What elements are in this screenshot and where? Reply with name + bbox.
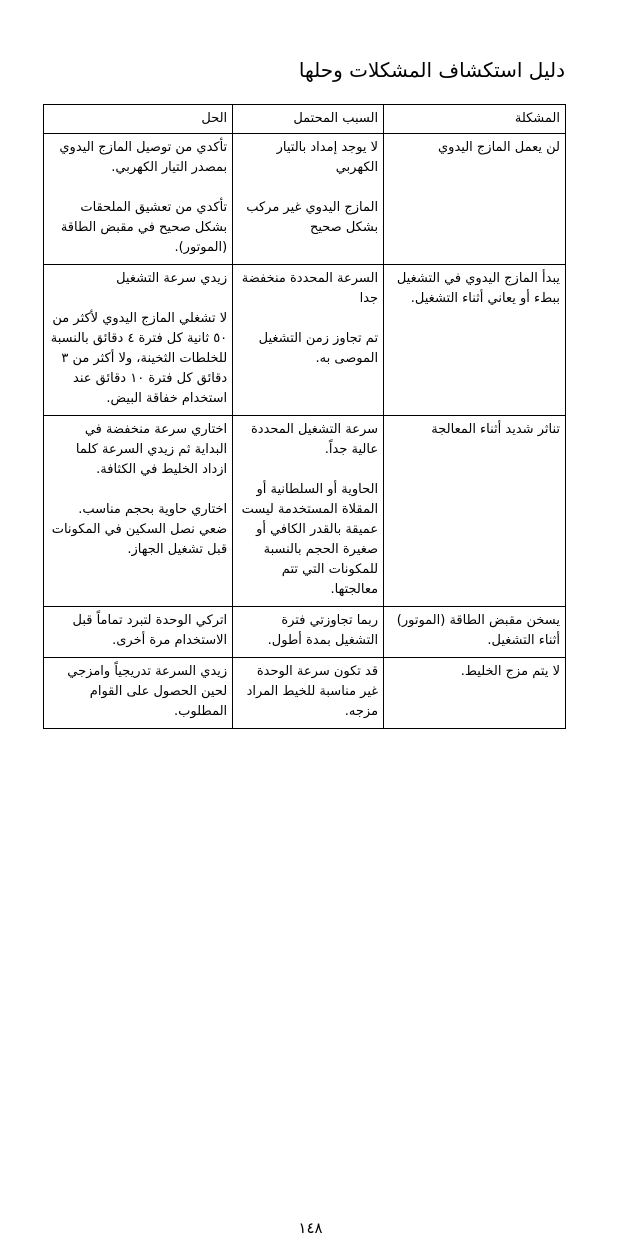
solution-text: تأكدي من توصيل المازج اليدوي بمصدر التيار الكهربي. bbox=[59, 140, 228, 175]
problem-text: لن يعمل المازج اليدوي bbox=[438, 140, 560, 155]
table-row bbox=[44, 134, 566, 265]
page-title: دليل استكشاف المشكلات وحلها bbox=[298, 58, 565, 82]
cause-text: الحاوية أو السلطانية أو المقلاة المستخدمة ليست عميقة بالقدر الكافي أو صغيرة الحجم بالنسبة للمكونات التي تتم معالجتها. bbox=[241, 482, 379, 597]
problem-cell bbox=[384, 416, 566, 607]
table-row bbox=[44, 416, 566, 607]
problem-text: تناثر شديد أثناء المعالجة bbox=[431, 422, 560, 437]
table-row bbox=[44, 265, 566, 416]
solution-text: اتركي الوحدة لتبرد تماماً قبل الاستخدام مرة أخرى. bbox=[72, 613, 228, 648]
problem-cell bbox=[384, 607, 566, 658]
troubleshooting-table bbox=[43, 104, 566, 729]
solution-text: زيدي سرعة التشغيل bbox=[116, 271, 228, 286]
cause-text: المازج اليدوي غير مركب بشكل صحيح bbox=[246, 200, 379, 235]
cause-text: قد تكون سرعة الوحدة غير مناسبة للخيط المراد مزجه. bbox=[246, 664, 379, 719]
solution-cell bbox=[44, 607, 233, 658]
cause-text: السرعة المحددة منخفضة جدا bbox=[241, 271, 379, 306]
table-row bbox=[44, 607, 566, 658]
solution-cell bbox=[44, 416, 233, 607]
header-problem: المشكلة bbox=[384, 105, 566, 134]
problem-text: لا يتم مزج الخليط. bbox=[460, 664, 560, 679]
cause-text: تم تجاوز زمن التشغيل الموصى به. bbox=[258, 331, 379, 366]
header-cause: السبب المحتمل bbox=[233, 105, 384, 134]
problem-cell bbox=[384, 658, 566, 729]
solution-text: اختاري حاوية بحجم مناسب. ضعي نصل السكين في المكونات قبل تشغيل الجهاز. bbox=[51, 502, 228, 557]
cause-cell bbox=[233, 265, 384, 416]
solution-text: تأكدي من تعشيق الملحقات بشكل صحيح في مقبض الطاقة (الموتور). bbox=[60, 200, 228, 255]
solution-text: لا تشغلي المازج اليدوي لأكثر من ٥٠ ثانية كل فترة ٤ دقائق بالنسبة للخلطات الثخينة، ولا أكثر من ٣ دقائق كل فترة ١٠ دقائق عند استخدام خفاقة البيض. bbox=[50, 311, 228, 406]
solution-text: اختاري سرعة منخفضة في البداية ثم زيدي السرعة كلما ازداد الخليط في الكثافة. bbox=[75, 422, 228, 477]
solution-text: زيدي السرعة تدريجياً وامزجي لحين الحصول على القوام المطلوب. bbox=[67, 664, 228, 719]
cause-cell bbox=[233, 658, 384, 729]
solution-cell bbox=[44, 658, 233, 729]
page-number: ١٤٨ bbox=[298, 1219, 323, 1237]
problem-text: يبدأ المازج اليدوي في التشغيل ببطء أو يعاني أثناء التشغيل. bbox=[396, 271, 560, 306]
problem-cell bbox=[384, 134, 566, 265]
problem-text: يسخن مقبض الطاقة (الموتور) أثناء التشغيل. bbox=[396, 613, 560, 648]
solution-cell bbox=[44, 265, 233, 416]
solution-cell bbox=[44, 134, 233, 265]
cause-text: سرعة التشغيل المحددة عالية جداً. bbox=[250, 422, 379, 457]
cause-text: لا يوجد إمداد بالتيار الكهربي bbox=[276, 140, 379, 175]
problem-cell bbox=[384, 265, 566, 416]
cause-cell bbox=[233, 607, 384, 658]
cause-cell bbox=[233, 134, 384, 265]
cause-cell bbox=[233, 416, 384, 607]
cause-text: ربما تجاوزتي فترة التشغيل بمدة أطول. bbox=[267, 613, 379, 648]
table-header-row bbox=[44, 105, 566, 134]
header-solution: الحل bbox=[44, 105, 233, 134]
table-row bbox=[44, 658, 566, 729]
